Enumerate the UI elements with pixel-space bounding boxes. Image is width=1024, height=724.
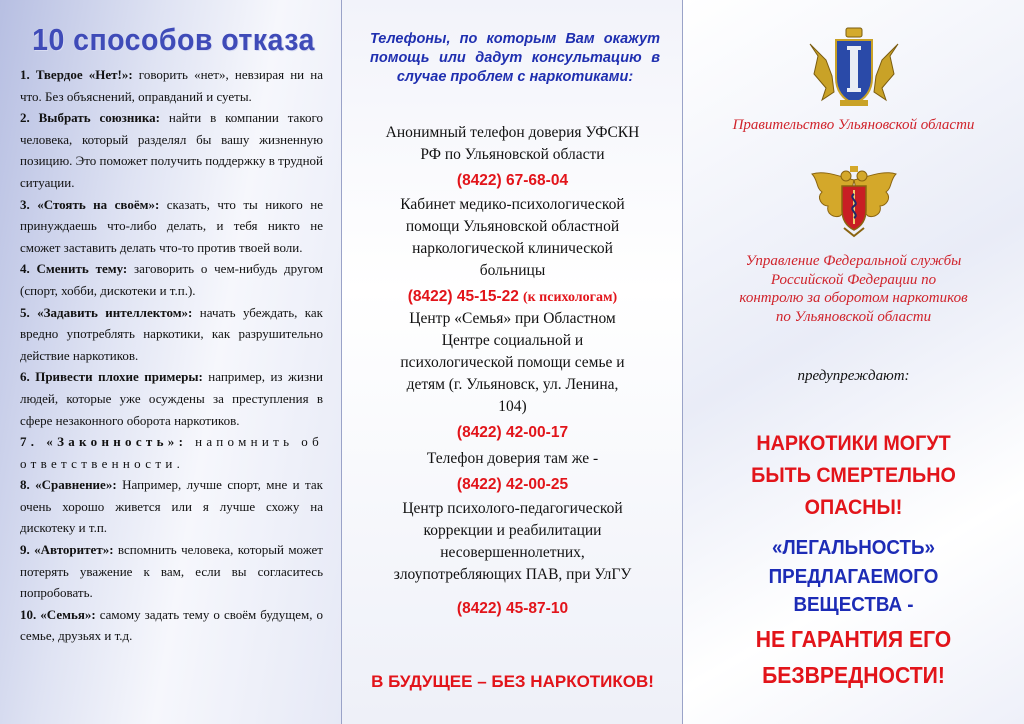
hotline-phone: (8422) 45-87-10 <box>456 600 569 617</box>
method-text: напомнить об ответственности. <box>20 434 323 471</box>
method-text: самому задать тему о своём будущем, о семье, друзьях и т.д. <box>20 606 323 644</box>
hotline-phone: (8422) 67-68-04 <box>456 172 569 189</box>
hotlines-panel <box>342 0 683 724</box>
method-item <box>20 474 323 539</box>
hotline-phone: (8422) 42-00-25 <box>456 476 569 493</box>
method-head: 2. Выбрать союзника: <box>20 110 161 126</box>
hotline-description: Кабинет медико-психологической помощи Ульяновской областной наркологической клинической больницы <box>400 196 625 279</box>
method-item <box>20 258 323 301</box>
method-head: 5. «Задавить интеллектом»: <box>20 304 193 320</box>
slogan-footer: В БУДУЩЕЕ – БЕЗ НАРКОТИКОВ! <box>371 672 654 691</box>
hotline-description: Анонимный телефон доверия УФСКН РФ по Ульяновской области <box>385 124 640 163</box>
method-text: заговорить о чем-нибудь другом (спорт, хобби, дискотеки и т.п.). <box>20 261 323 298</box>
method-item <box>20 64 323 107</box>
method-item <box>20 107 323 193</box>
hotline-phone-line <box>342 286 683 308</box>
refusal-methods-panel <box>0 0 342 724</box>
method-item <box>20 539 323 604</box>
method-text: начать убеждать, как вредно употреблять наркотики, как разрушительно действие наркотиков. <box>20 304 323 363</box>
danger-warning: НАРКОТИКИ МОГУТ БЫТЬ СМЕРТЕЛЬНО ОПАСНЫ! <box>751 432 956 519</box>
methods-title: 10 способов отказа <box>32 22 315 57</box>
no-guarantee-notice: НЕ ГАРАНТИЯ ЕГО БЕЗВРЕДНОСТИ! <box>755 626 952 688</box>
method-head: 1. Твердое «Нет!»: <box>20 67 133 82</box>
method-text: говорить «нет», невзирая ни на что. Без объяснений, оправданий и суеты. <box>20 67 323 104</box>
hotline-phone: (8422) 45-15-22 <box>407 288 519 305</box>
method-head: 7. «Законность»: <box>20 434 188 450</box>
hotline-entry <box>342 122 683 192</box>
method-head: 6. Привести плохие примеры: <box>20 369 203 385</box>
legality-notice: «ЛЕГАЛЬНОСТЬ» ПРЕДЛАГАЕМОГО ВЕЩЕСТВА - <box>768 537 939 616</box>
hotline-description: Центр «Семья» при Областном Центре социальной и психологической помощи семье и детям (г. Ульяновск, ул. Ленина, 104) <box>400 310 625 415</box>
fskn-eagle-emblem-icon <box>808 166 900 238</box>
hotline-description: Телефон доверия там же - <box>426 450 599 467</box>
method-text: сказать, что ты никого не принуждаешь что-либо делать, и тебя никто не сможет заставить делать что-то против твоей воли. <box>20 196 324 255</box>
method-text: Например, лучше спорт, мне и так очень хорошо живется или я лучше схожу на дискотеку и т.п. <box>20 477 323 536</box>
method-text: например, из жизни людей, которые уже осуждены за преступления в сфере незаконного оборота наркотиков. <box>20 369 324 428</box>
method-head: 3. «Стоять на своём»: <box>20 196 160 212</box>
method-item <box>20 431 323 474</box>
hotline-phone: (8422) 42-00-17 <box>456 424 569 441</box>
method-head: 4. Сменить тему: <box>20 261 128 277</box>
method-text: найти в компании такого человека, который разделял бы вашу жизненную позицию. Это поможет получить поддержку в трудной ситуации. <box>20 110 323 190</box>
hotline-note: (к психологам) <box>522 290 618 305</box>
method-text: вспомнить человека, который может потерять уважение к вам, если вы согласитесь попробовать. <box>20 542 323 601</box>
hotline-entry <box>342 194 683 308</box>
method-head: 9. «Авторитет»: <box>20 542 114 558</box>
hotlines-heading: Телефоны, по которым Вам окажут помощь или дадут консультацию в случае проблем с наркотиками: <box>370 31 660 85</box>
hotline-entry <box>342 498 683 620</box>
method-item <box>20 604 323 647</box>
method-item <box>20 366 323 431</box>
method-head: 8. «Сравнение»: <box>20 477 117 493</box>
method-item <box>20 302 323 367</box>
warn-verb: предупреждают: <box>797 368 910 384</box>
ulyanovsk-coat-of-arms-icon <box>804 26 904 110</box>
hotline-entry <box>342 308 683 444</box>
hotline-entry <box>342 448 683 496</box>
org-government: Правительство Ульяновской области <box>732 117 975 133</box>
org-fskn: Управление Федеральной службы Российской Федерации по контролю за оборотом наркотиков по Ульяновской области <box>739 253 968 325</box>
method-item <box>20 194 323 259</box>
method-head: 10. «Семья»: <box>20 606 96 622</box>
warning-panel <box>683 0 1024 724</box>
hotline-description: Центр психолого-педагогической коррекции и реабилитации несовершеннолетних, злоупотребляющих ПАВ, при УлГУ <box>393 500 632 583</box>
